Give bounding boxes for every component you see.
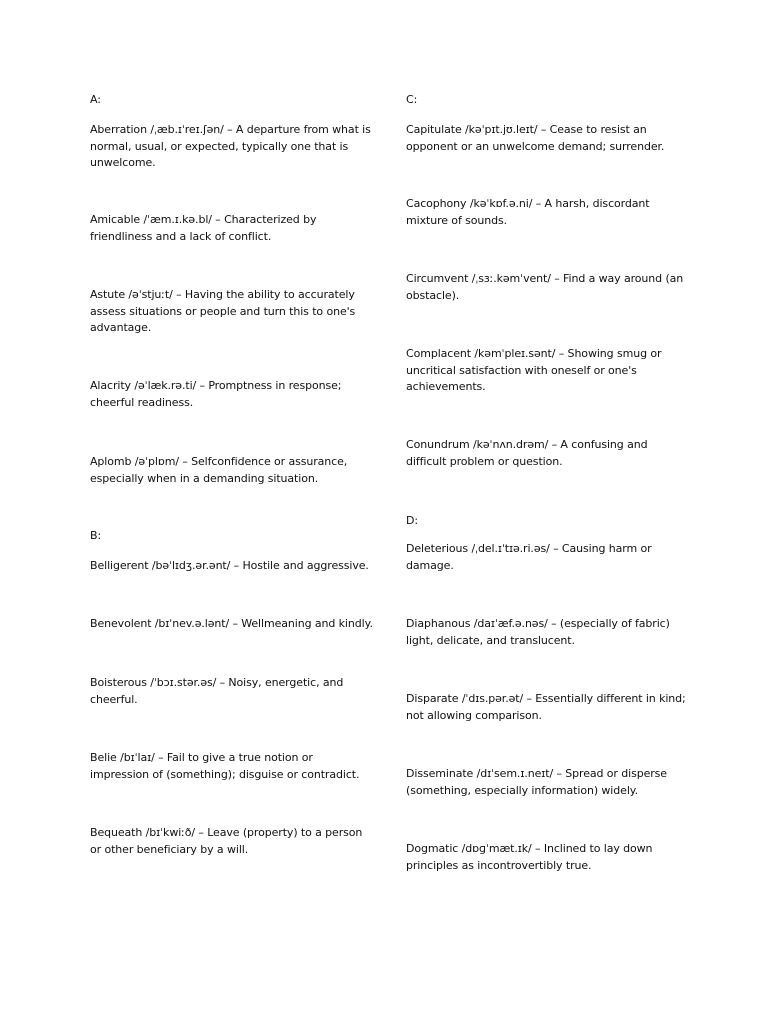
entry-circumvent: Circumvent /ˌsɜː.kəmˈvent/ – Find a way around (an obstacle). — [406, 272, 684, 302]
entry-belie: Belie /bɪˈlaɪ/ – Fail to give a true notion or impression of (something); disguise or contradict. — [90, 751, 360, 781]
section-heading-b: B: — [90, 529, 102, 542]
entry-aplomb: Aplomb /əˈplɒm/ – Selfconfidence or assurance, especially when in a demanding situation. — [90, 455, 348, 485]
entry-capitulate: Capitulate /kəˈpɪt.jʊ.leɪt/ – Cease to resist an opponent or an unwelcome demand; surrender. — [406, 123, 665, 153]
entry-boisterous: Boisterous /ˈbɔɪ.stər.əs/ – Noisy, energetic, and cheerful. — [90, 676, 344, 706]
section-heading-c: C: — [406, 93, 418, 106]
entry-amicable: Amicable /ˈæm.ɪ.kə.bl/ – Characterized by friendliness and a lack of conflict. — [90, 213, 317, 243]
entry-bequeath: Bequeath /bɪˈkwiːð/ – Leave (property) to a person or other beneficiary by a will. — [90, 826, 363, 856]
entry-belligerent: Belligerent /bəˈlɪdʒ.ər.ənt/ – Hostile and aggressive. — [90, 559, 369, 572]
entry-complacent: Complacent /kəmˈpleɪ.sənt/ – Showing smug or uncritical satisfaction with oneself or one's achievements. — [406, 347, 662, 393]
entry-benevolent: Benevolent /bɪˈnev.ə.lənt/ – Wellmeaning and kindly. — [90, 617, 373, 630]
section-heading-a: A: — [90, 93, 101, 106]
entry-alacrity: Alacrity /əˈlæk.rə.ti/ – Promptness in response; cheerful readiness. — [90, 379, 342, 409]
section-heading-d: D: — [406, 514, 418, 527]
entry-aberration: Aberration /ˌæb.ɪˈreɪ.ʃən/ – A departure from what is normal, usual, or expected, typically one that is unwelcome. — [90, 123, 371, 169]
entry-cacophony: Cacophony /kəˈkɒf.ə.ni/ – A harsh, discordant mixture of sounds. — [406, 197, 650, 227]
entry-diaphanous: Diaphanous /daɪˈæf.ə.nəs/ – (especially of fabric) light, delicate, and translucent. — [406, 617, 670, 647]
entry-disseminate: Disseminate /dɪˈsem.ɪ.neɪt/ – Spread or disperse (something, especially information) widely. — [406, 767, 667, 797]
entry-dogmatic: Dogmatic /dɒɡˈmæt.ɪk/ – Inclined to lay down principles as incontrovertibly true. — [406, 842, 653, 872]
entry-disparate: Disparate /ˈdɪs.pər.ət/ – Essentially different in kind; not allowing comparison. — [406, 692, 686, 722]
entry-conundrum: Conundrum /kəˈnʌn.drəm/ – A confusing and difficult problem or question. — [406, 438, 648, 468]
entry-astute: Astute /əˈstjuːt/ – Having the ability to accurately assess situations or people and turn this to one's advantage. — [90, 288, 356, 334]
entry-deleterious: Deleterious /ˌdel.ɪˈtɪə.ri.əs/ – Causing harm or damage. — [406, 542, 652, 572]
